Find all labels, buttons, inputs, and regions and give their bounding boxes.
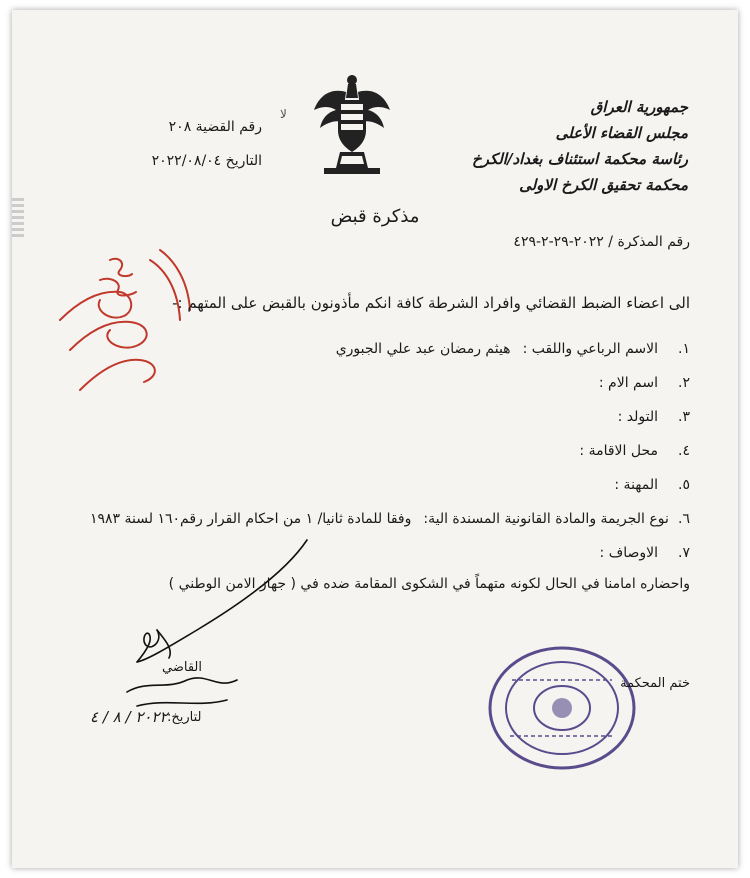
handwritten-date: ٢٠٢٢ / ٨ / ٤ (90, 708, 168, 726)
item-number: ١. (678, 341, 690, 357)
list-item (90, 434, 690, 468)
item-number: ٤. (678, 443, 690, 459)
header-block (472, 94, 688, 198)
item-number: ٣. (678, 409, 690, 425)
republic-name: جمهورية العراق (590, 98, 688, 116)
bring-before-text: واحضاره امامنا في الحال لكونه متهماً في الشكوى المقامة ضده في ( جهاز الامن الوطني ) (168, 576, 690, 592)
court-seal-label: ختم المحكمة (620, 676, 690, 691)
item-label: نوع الجريمة والمادة القانونية المسندة الية: (423, 511, 669, 527)
small-mark: ﻻ (280, 107, 287, 121)
court-seal (482, 640, 642, 775)
council-name: مجلس القضاء الأعلى (555, 124, 688, 142)
item-value: وفقا للمادة ثانيا/ ١ من احكام القرار رقم١٦٠ لسنة ١٩٨٣ (90, 511, 412, 527)
document-title: مذكرة قبض (330, 206, 420, 227)
judge-label: القاضي (162, 660, 202, 675)
item-number: ٦. (678, 511, 690, 527)
item-label: التولد : (617, 409, 658, 425)
intro-text: الى اعضاء الضبط القضائي وافراد الشرطة كافة انكم مأذونون بالقبض على المتهم :- (172, 294, 690, 312)
item-label: اسم الام : (598, 375, 658, 391)
list-item (90, 332, 690, 366)
presidency-name: رئاسة محكمة استئناف بغداد/الكرخ (471, 150, 688, 168)
eagle-emblem-icon (312, 70, 392, 180)
item-label: الاسم الرباعي واللقب : (522, 341, 658, 357)
list-item (90, 468, 690, 502)
case-info (117, 110, 262, 178)
item-number: ٢. (678, 375, 690, 391)
case-date: التاريخ ٢٠٢٢/٠٨/٠٤ (151, 153, 262, 169)
list-item (90, 400, 690, 434)
item-label: محل الاقامة : (579, 443, 658, 459)
item-number: ٥. (678, 477, 690, 493)
court-name: محكمة تحقيق الكرخ الاولى (519, 176, 688, 194)
case-number: رقم القضية ٢٠٨ (168, 119, 262, 135)
document-page (12, 10, 738, 868)
item-label: المهنة : (614, 477, 658, 493)
item-label: الاوصاف : (599, 545, 658, 561)
list-item (90, 366, 690, 400)
memo-number: رقم المذكرة / ٢٠٢٢-٢٩-٢-٤٢٩ (513, 234, 690, 250)
item-value: هيثم رمضان عبد علي الجبوري (335, 341, 511, 357)
item-number: ٧. (678, 545, 690, 561)
date-label: لتاريخ: (167, 710, 202, 725)
